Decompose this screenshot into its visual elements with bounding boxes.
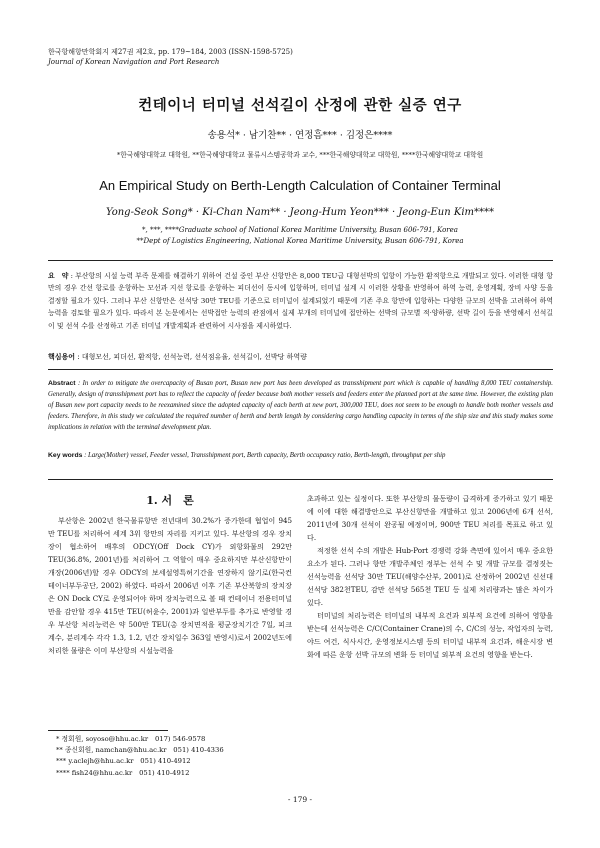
affiliations-english xyxy=(0,225,600,247)
keywords-korean-label: 핵심용어 xyxy=(48,352,76,361)
authors-korean: 송용석* · 남기찬** · 연정흠*** · 김정은**** xyxy=(207,130,393,141)
footnote-3: *** y.aclejh@hhu.ac.kr 051) 410-4912 xyxy=(56,757,191,766)
body-paragraph: 적정한 선석 수의 개발은 Hub-Port 경쟁력 강화 측면에 있어서 매우 중요한 요소가 된다. 그러나 향만 개발주체인 정부는 선석 수 및 개발 규모를 결정짓는 선석능력을 선석당 30만 TEU(해양수산부, 2001)로 산정하여 2002년 신선대 선석당 382천TEU, 감만 선석당 565천 TEU 등 실제 처리량과는 많은 차이가 있다. xyxy=(307,546,553,607)
section-title-introduction: 1. 서 론 xyxy=(146,494,194,507)
keywords-korean-text: : 대형모선, 피더선, 환적항, 선석능력, 선석점유율, 선석길이, 선박당 하역량 xyxy=(77,353,307,361)
title-english: An Empirical Study on Berth-Length Calculation of Container Terminal xyxy=(99,178,501,193)
journal-line-en: Journal of Korean Navigation and Port Research xyxy=(48,58,220,66)
keywords-korean xyxy=(48,352,307,362)
abstract-english xyxy=(48,378,553,433)
journal-header xyxy=(48,47,293,67)
affiliations-korean: *한국해양대학교 대학원, **한국해양대학교 물류시스템공학과 교수, ***한국해양대학교 대학원, ****한국해양대학교 대학원 xyxy=(116,151,484,159)
affiliation-en-1: *, ***, ****Graduate school of National Korea Maritime University, Busan 606-791, Korea xyxy=(142,226,458,234)
body-column-left xyxy=(48,514,292,657)
affiliation-en-2: **Dept of Logistics Engineering, National Korea Maritime University, Busan 606-791, Korea xyxy=(136,237,464,245)
journal-line-ko: 한국항해항만학회지 제27권 제2호, pp. 179~184, 2003 (ISSN-1598-5725) xyxy=(48,48,293,56)
footnotes xyxy=(56,734,224,779)
divider-top xyxy=(48,260,553,261)
page-number: - 179 - xyxy=(287,795,313,804)
divider-bottom xyxy=(48,479,553,480)
footnote-1: * 정회원, soyoso@hhu.ac.kr 017) 546-9578 xyxy=(56,735,206,743)
keywords-english xyxy=(48,450,553,461)
abstract-english-text: : In order to mitigate the overcapacity of Busan port, Busan new port has been developed as transshipment port which is capable of handling 8,000 TEU containership. Generally, design of transshipment port has to reflect the capacity of feeder because both mother vessels and feeders enter the planned port at the same time. However, the existing plan of Busan new port capacity needs to be reexamined since the adopted capacity of each berth at new port, 300,000 TEU, does not seem to be enough to handle both mother vessels and feeders. Therefore, in this study we calculated the required number of berth and berth length by considering cargo handling capacity in terms of the ship size and this study makes some implications in relation with the terminal development plan. xyxy=(48,380,553,431)
body-column-right xyxy=(307,492,553,661)
body-paragraph: 초과하고 있는 실정이다. 또한 부산항의 물동량이 급격하게 증가하고 있기 때문에 이에 대한 해결방안으로 부산신항만을 개발하고 있고 2006년에 6개 선석, 2011년에 30개 선석이 완공될 예정이며, 900만 TEU 처리를 목표로 하고 있다. xyxy=(307,494,553,542)
keywords-english-text: : Large(Mother) vessel, Feeder vessel, Transshipment port, Berth capacity, Berth occupancy ratio, Berth-length, throughput per ship xyxy=(84,452,446,459)
footnote-2: ** 종신회원, namchan@hhu.ac.kr 051) 410-4336 xyxy=(56,746,224,755)
body-paragraph: 부산항은 2002년 한국물류항만 전년대비 30.2%가 증가한데 협업이 945만 TEU를 처리하여 세계 3위 항만의 자리를 지키고 있다. 부산항의 경우 장치장이 협소하여 배후의 ODCY(Off Dock CY)가 외항화물의 292만 TEU(36.8%, 2001년)를 처리하여 그 역할이 매우 중요하지만 부산신항만이 개장(2006년)할 경우 ODCY의 보세설영특허기간을 연장하지 않기로(한국컨테이너부두공단, 2002) 하였다. 따라서 2006년 이후 기존 부산북항의 장치장은 ON Dock CY로 운영되어야 하며 장치능력으로 볼 때 컨테이너 전용터미널만을 감안할 경우 415만 TEU(허윤수, 2001)과 일반부두를 추가로 반영할 경우 부산항 처리능력은 약 500만 TEU(총 장치면적을 평균장치기간 7일, 피크계수, 분리계수 각각 1.3, 1.2, 년간 장치일수 363일 반영시)로서 2002년도에 처리한 물량은 이미 부산항의 시설능력을 xyxy=(48,516,292,655)
keywords-english-label: Key words xyxy=(48,452,83,459)
footnote-4: **** fish24@hhu.ac.kr 051) 410-4912 xyxy=(56,768,190,777)
abstract-english-label: Abstract xyxy=(48,380,76,387)
abstract-korean-text: : 부산항의 시설 능력 부족 문제를 해결하기 위하여 건설 중인 부산 신항만은 8,000 TEU급 대형선박의 입항이 가능한 환적항으로 개발되고 있다. 이러한 대형 항만의 경우 간선 항로를 운항하는 모선과 지선 항로를 운항하는 피더선이 동시에 입항하며, 터미널 설계 시 이러한 상황을 반영하여 하역 능력, 운영계획, 장비 사양 등을 결정할 필요가 있다. 그러나 부산 신항만은 선석당 30만 TEU를 기준으로 터미널이 설계되었기 때문에 기존 주요 항만에 입항하는 다양한 규모의 선박을 고려하여 하역 능력을 검토할 필요가 있다. 따라서 본 논문에서는 선박접안 능력의 관점에서 실제 부개의 터미널에 접안하는 선박의 규모별 적·양하량, 선박 길이 등을 반영해서 선석길이 및 선석 수를 산정하고 기존 터미널 개발계획과 관련하여 시사점을 제시하였다. xyxy=(48,272,554,330)
footnote-rule xyxy=(48,730,168,731)
body-paragraph: 터미널의 처리능력은 터미널의 내부적 요건과 외부적 요건에 의하여 영향을 받는데 선석능력은 C/C(Container Crane)의 수, C/C의 성능, 작업자의 능력, 야드 여건, 식사시간, 운영정보시스템 등의 터미널 내부적 요건과, 해운시장 변화에 따른 운항 선박 규모의 변화 등 터미널 외부적 요건의 영향을 받는다. xyxy=(307,611,553,659)
title-korean: 컨테이너 터미널 선석길이 산정에 관한 실증 연구 xyxy=(138,97,462,114)
abstract-korean xyxy=(48,270,553,332)
divider-mid xyxy=(48,369,553,370)
abstract-korean-label: 요 약 xyxy=(48,272,69,280)
authors-english: Yong-Seok Song* · Ki-Chan Nam** · Jeong-Hum Yeon*** · Jeong-Eun Kim**** xyxy=(105,207,495,218)
